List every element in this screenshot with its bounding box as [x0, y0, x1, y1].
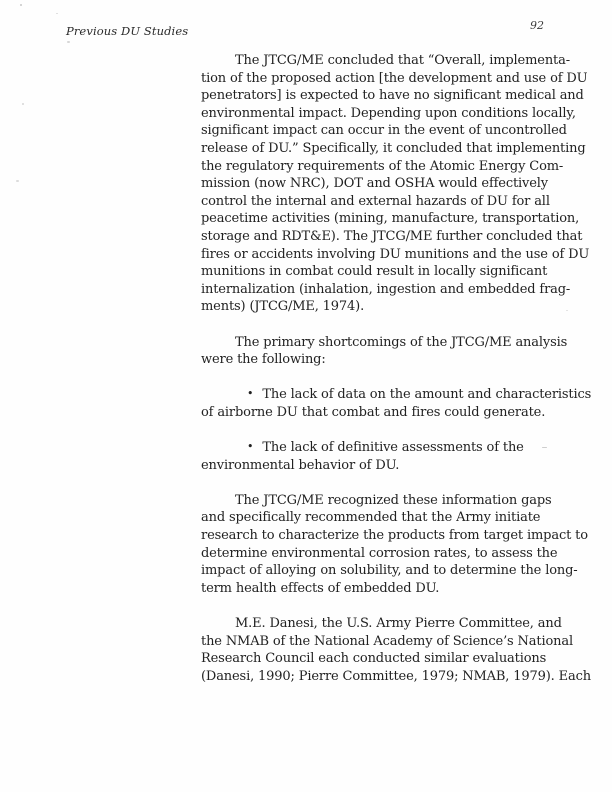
- text-line: and specifically recommended that the Army initiate: [201, 510, 541, 526]
- text-line: environmental impact. Depending upon conditions locally,: [201, 105, 576, 121]
- page-header: [66, 19, 544, 38]
- bullet-icon: •: [247, 387, 254, 401]
- scan-speck: [67, 41, 70, 43]
- text-line: (Danesi, 1990; Pierre Committee, 1979; NMAB, 1979). Each: [201, 668, 591, 684]
- page-number: 92: [530, 19, 544, 32]
- scan-speck: [22, 103, 24, 105]
- text-line: [201, 386, 592, 404]
- text-line: ments) (JTCG/ME, 1974).: [201, 299, 365, 315]
- text-line: storage and RDT&E). The JTCG/ME further concluded that: [201, 228, 583, 244]
- text-line: the NMAB of the National Academy of Science’s National: [201, 633, 573, 649]
- text-line: were the following:: [201, 352, 326, 368]
- scan-speck: [16, 180, 19, 182]
- text-line: penetrators] is expected to have no significant medical and: [201, 88, 584, 104]
- text-line: of airborne DU that combat and fires could generate.: [201, 404, 546, 420]
- scan-speck: [20, 4, 22, 6]
- text-line: [201, 439, 550, 457]
- paragraph: [201, 52, 590, 316]
- bullet-text: The lack of data on the amount and characteristics: [262, 387, 592, 403]
- text-line: impact of alloying on solubility, and to determine the long-: [201, 563, 578, 579]
- text-line: environmental behavior of DU.: [201, 457, 400, 473]
- text-line: the regulatory requirements of the Atomic Energy Com-: [201, 158, 564, 174]
- body-text-column: [201, 52, 592, 703]
- text-line: The JTCG/ME concluded that “Overall, implementa-: [235, 53, 570, 68]
- paragraph: [201, 334, 568, 369]
- running-header-title: Previous DU Studies: [66, 24, 189, 38]
- bullet-icon: •: [247, 440, 254, 454]
- text-line: term health effects of embedded DU.: [201, 580, 440, 596]
- text-line: release of DU.” Specifically, it concluded that implementing: [201, 140, 586, 156]
- scan-speck: [56, 13, 58, 14]
- text-line: fires or accidents involving DU munitions and the use of DU: [201, 246, 590, 262]
- scan-speck: [542, 447, 547, 448]
- bullet-item: [201, 386, 592, 421]
- bullet-item: [201, 439, 550, 474]
- text-line: tion of the proposed action [the development and use of DU: [201, 70, 588, 86]
- text-line: significant impact can occur in the event of uncontrolled: [201, 123, 567, 139]
- text-line: The primary shortcomings of the JTCG/ME analysis: [235, 334, 568, 350]
- bullet-text: The lack of definitive assessments of the: [262, 440, 524, 456]
- text-line: internalization (inhalation, ingestion and embedded frag-: [201, 281, 571, 297]
- paragraph: [201, 615, 591, 685]
- text-line: M.E. Danesi, the U.S. Army Pierre Committee, and: [235, 616, 562, 631]
- text-line: mission (now NRC), DOT and OSHA would effectively: [201, 176, 548, 192]
- text-line: research to characterize the products from target impact to: [201, 528, 588, 544]
- text-line: munitions in combat could result in locally significant: [201, 264, 548, 280]
- paragraph: [201, 492, 588, 598]
- text-line: peacetime activities (mining, manufacture, transportation,: [201, 211, 580, 227]
- text-line: Research Council each conducted similar evaluations: [201, 651, 547, 667]
- text-line: determine environmental corrosion rates, to assess the: [201, 545, 558, 561]
- scan-speck: [566, 310, 568, 311]
- text-line: The JTCG/ME recognized these information gaps: [235, 492, 552, 508]
- text-line: control the internal and external hazards of DU for all: [201, 193, 550, 209]
